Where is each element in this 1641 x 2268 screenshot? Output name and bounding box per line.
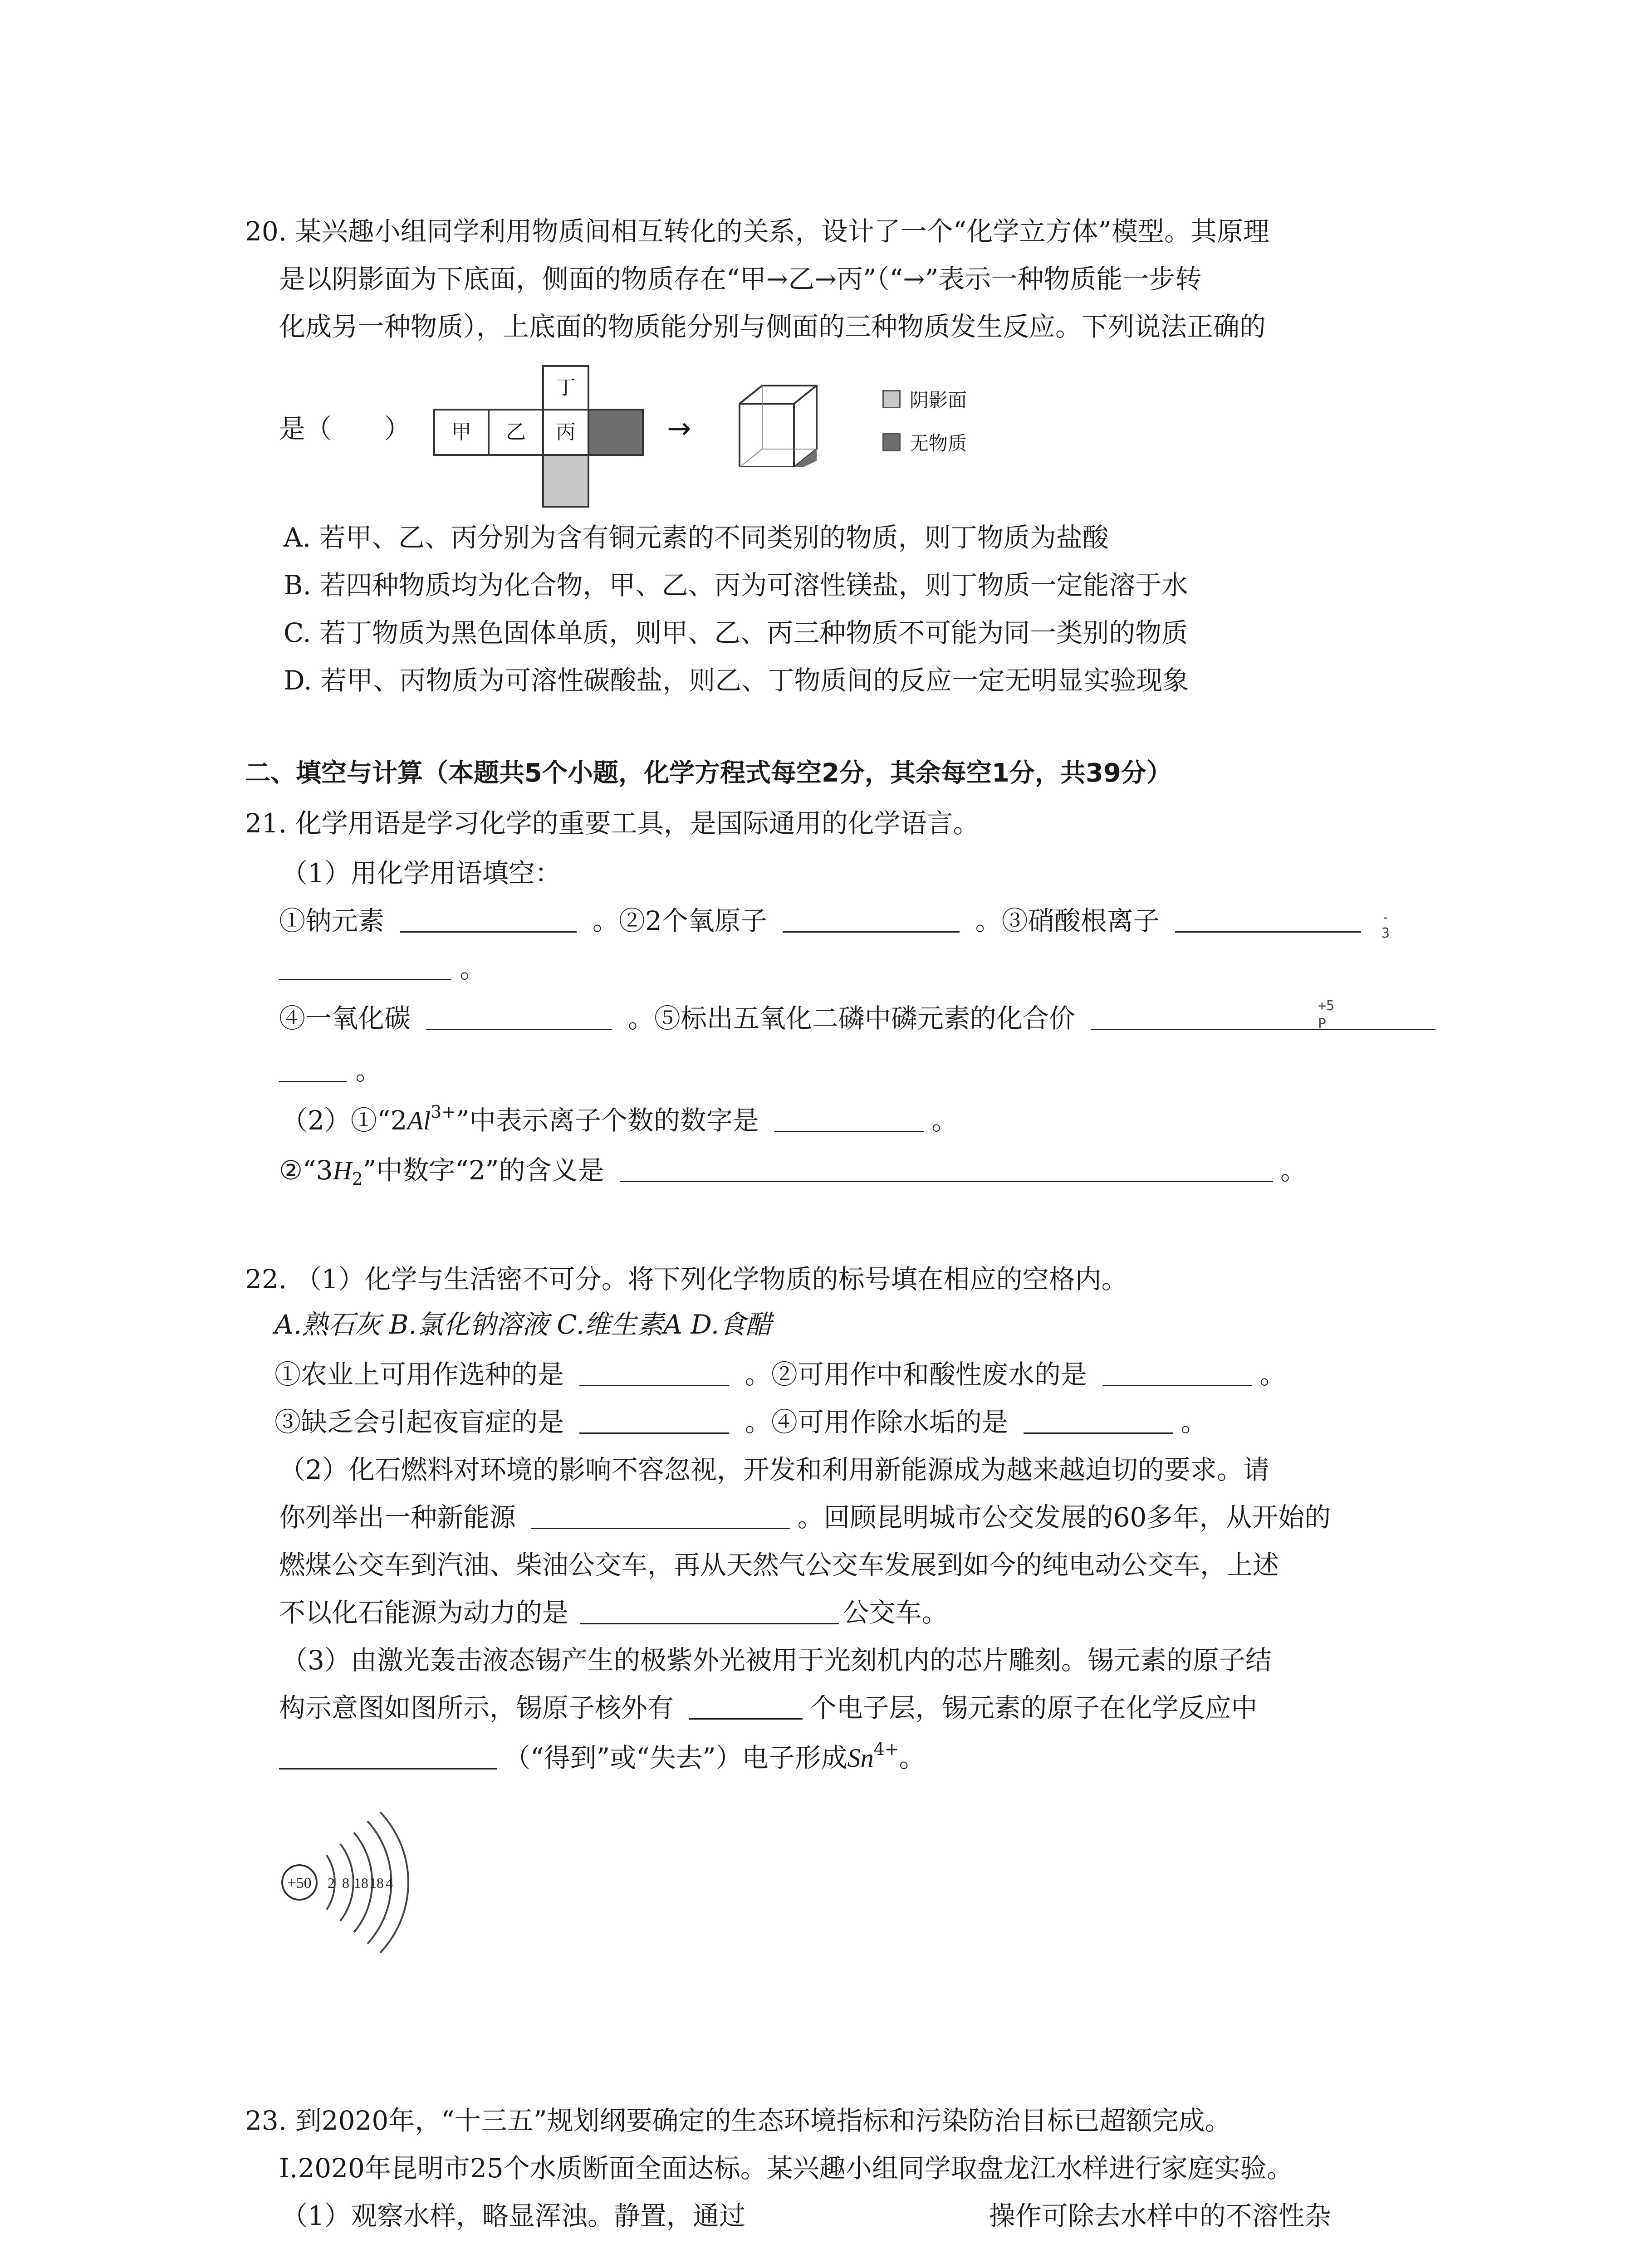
q21-blank-ion-count[interactable] <box>774 1105 924 1132</box>
tin-nucleus-label: +50 <box>287 1875 312 1892</box>
section-heading: 二、填空与计算（本题共5个小题，化学方程式每空2分，其余每空1分，共39分） <box>245 758 1172 788</box>
q22-choices: A.熟石灰 B.氯化钠溶液 C.维生素A D.食醋 <box>274 1309 772 1340</box>
q21-blank-nitrate-cont[interactable] <box>279 953 451 980</box>
q21-nitrate-label: 。③硝酸根离子 <box>975 905 1160 936</box>
q20-option-d: D. 若甲、丙物质为可溶性碳酸盐，则乙、丁物质间的反应一定无明显实验现象 <box>284 665 1189 696</box>
q22-non-fossil-label: 不以化石能源为动力的是 <box>279 1597 569 1628</box>
q23-filter-text: 操作可除去水样中的不溶性杂 <box>989 2200 1331 2231</box>
q21-blank-oxygen[interactable] <box>783 905 960 933</box>
q21-p3-prefix: ②“3 <box>279 1155 333 1186</box>
q20-option-b: B. 若四种物质均为化合物，甲、乙、丙为可溶性镁盐，则丁物质一定能溶于水 <box>284 570 1188 601</box>
q20-stem-end: 是（ ） <box>279 413 411 444</box>
q21-p2-text: ”中表示离子个数的数字是 <box>456 1105 759 1136</box>
legend-shadow-swatch <box>882 390 901 408</box>
q21-nitrate-minus-mark: - <box>1381 909 1390 925</box>
arrow-icon: → <box>667 412 691 445</box>
cube-cell-shadow <box>542 454 589 508</box>
legend-none-label: 无物质 <box>910 432 967 455</box>
q21-intro: 21. 化学用语是学习化学的重要工具，是国际通用的化学语言。 <box>245 808 980 839</box>
q22-blank-gain-lose[interactable] <box>279 1742 497 1769</box>
cube-cell-ding: 丁 <box>542 365 589 411</box>
q22-intro: 22. （1）化学与生活密不可分。将下列化学物质的标号填在相应的空格内。 <box>245 1264 1128 1295</box>
q22-shell-count-label: 构示意图如图所示，锡原子核外有 <box>279 1692 674 1723</box>
q21-blank-valence[interactable] <box>1091 1002 1435 1030</box>
q22-part3-line1: （3）由激光轰击液态锡产生的极紫外光被用于光刻机内的芯片雕刻。锡元素的原子结 <box>281 1645 1272 1676</box>
q22-neutralize-label: 。②可用作中和酸性废水的是 <box>745 1359 1087 1390</box>
q21-al-symbol: Al <box>407 1106 431 1135</box>
q22-row-2 <box>274 1404 1207 1440</box>
q20-line-1: 20. 某兴趣小组同学利用物质间相互转化的关系，设计了一个“化学立方体”模型。其原理 <box>245 216 1269 247</box>
q21-blank-meaning[interactable] <box>620 1154 1273 1182</box>
q22-blank-new-energy[interactable] <box>531 1501 790 1529</box>
q21-al-charge: 3+ <box>431 1102 456 1122</box>
q22-sn-symbol: Sn <box>847 1743 874 1773</box>
tin-shell-3: 18 <box>354 1875 368 1891</box>
q21-h-symbol: H <box>333 1156 352 1185</box>
q22-blank-non-fossil[interactable] <box>580 1597 839 1624</box>
q21-period-2: 。 <box>355 1055 382 1086</box>
q21-blank-co[interactable] <box>426 1002 612 1030</box>
q22-new-energy-label: 你列举出一种新能源 <box>279 1502 516 1533</box>
q21-blank-nitrate[interactable] <box>1175 905 1361 933</box>
q21-row-1-cont <box>279 950 486 987</box>
q22-part2-line2 <box>279 1499 1331 1535</box>
cube-cell-bing: 丙 <box>542 409 589 456</box>
q22-blank-neutralize[interactable] <box>1102 1359 1252 1386</box>
q22-gain-lose-text: （“得到”或“失去”）电子形成 <box>504 1742 847 1773</box>
tin-atom-structure-diagram <box>277 1810 422 1955</box>
q22-blank-scale[interactable] <box>1024 1406 1173 1434</box>
cube-cell-jia: 甲 <box>433 409 490 456</box>
q23-part1-line: Ⅰ.2020年昆明市25个水质断面全面达标。某兴趣小组同学取盘龙江水样进行家庭实验。 <box>279 2153 1293 2184</box>
q22-seed-label: ①农业上可用作选种的是 <box>274 1359 564 1390</box>
tin-shell-5: 4 <box>386 1875 393 1891</box>
cube-cell-yi: 乙 <box>488 409 544 456</box>
q22-bus-history: 。回顾昆明城市公交发展的60多年，从开始的 <box>797 1502 1331 1533</box>
q22-blank-shell-count[interactable] <box>689 1692 803 1720</box>
q23-observe-text: （1）观察水样，略显浑浊。静置，通过 <box>281 2200 745 2231</box>
q22-part3-line3 <box>279 1740 926 1776</box>
q21-row-1 <box>279 903 1361 939</box>
q21-period-4: 。 <box>1280 1155 1307 1186</box>
q21-valence-plus5-mark: +5 <box>1318 998 1335 1014</box>
q21-h-subscript: 2 <box>352 1169 363 1189</box>
q21-blank-valence-cont[interactable] <box>279 1055 347 1082</box>
q21-co-label: ④一氧化碳 <box>279 1003 411 1034</box>
q22-part2-line3: 燃煤公交车到汽油、柴油公交车，再从天然气公交车发展到如今的纯电动公交车，上述 <box>279 1549 1279 1580</box>
q22-part3-line2 <box>279 1690 1257 1726</box>
q21-part2-row <box>281 1102 958 1139</box>
q21-part1-label: （1）用化学用语填空： <box>281 858 561 889</box>
q22-part2-line1: （2）化石燃料对环境的影响不容忽视，开发和利用新能源成为越来越迫切的要求。请 <box>279 1454 1269 1485</box>
q22-part2-line4 <box>279 1594 948 1631</box>
q20-option-a: A. 若甲、乙、丙分别为含有铜元素的不同类别的物质，则丁物质为盐酸 <box>284 522 1109 553</box>
q21-nitrate-3-mark: 3 <box>1381 925 1390 941</box>
q21-row-2-cont <box>279 1052 382 1089</box>
q21-part3-row <box>279 1152 1307 1189</box>
q21-p3-text: ”中数字“2”的含义是 <box>362 1155 604 1186</box>
tin-shell-2: 8 <box>342 1875 349 1891</box>
q21-valence-p-mark: P <box>1318 1016 1327 1032</box>
tin-shell-4: 18 <box>369 1875 384 1891</box>
q21-sodium-label: ①钠元素 <box>279 905 385 936</box>
q22-night-blind-label: ③缺乏会引起夜盲症的是 <box>274 1407 564 1437</box>
legend-shadow-label: 阴影面 <box>910 389 967 411</box>
q22-period-2: 。 <box>1181 1407 1207 1437</box>
q22-row-1 <box>274 1356 1286 1393</box>
q21-row-2 <box>279 1000 1435 1036</box>
q22-blank-seed[interactable] <box>579 1359 729 1386</box>
q20-option-c: C. 若丁物质为黑色固体单质，则甲、乙、丙三种物质不可能为同一类别的物质 <box>284 617 1188 648</box>
q23-intro: 23. 到2020年，“十三五”规划纲要确定的生态环境指标和污染防治目标已超额完成。 <box>245 2105 1231 2136</box>
q23-part1-q1 <box>281 2198 1331 2234</box>
q21-period-3: 。 <box>931 1105 958 1136</box>
cube-3d-icon <box>735 381 821 467</box>
q22-bus-suffix: 公交车。 <box>843 1597 948 1628</box>
q22-blank-night-blind[interactable] <box>579 1406 729 1434</box>
tin-shell-1: 2 <box>328 1875 335 1891</box>
q21-oxygen-label: 。②2个氧原子 <box>592 905 767 936</box>
q21-period-1: 。 <box>460 953 486 984</box>
q22-sn-charge: 4+ <box>873 1739 899 1759</box>
legend-none-swatch <box>882 433 901 451</box>
q20-line-2: 是以阴影面为下底面，侧面的物质存在“甲→乙→丙”（“→”表示一种物质能一步转 <box>279 264 1202 294</box>
q21-blank-sodium[interactable] <box>400 905 577 933</box>
q21-valence-label: 。⑤标出五氧化二磷中磷元素的化合价 <box>627 1003 1075 1034</box>
q22-scale-label: 。④可用作除水垢的是 <box>745 1407 1008 1437</box>
cube-cell-no-substance <box>588 409 644 456</box>
q22-reaction-text: 个电子层，锡元素的原子在化学反应中 <box>810 1692 1258 1723</box>
q21-p2-prefix: （2）①“2 <box>281 1105 407 1136</box>
q22-period-1: 。 <box>1259 1359 1286 1390</box>
q22-period-3: 。 <box>899 1742 926 1773</box>
q20-line-3: 化成另一种物质），上底面的物质能分别与侧面的三种物质发生反应。下列说法正确的 <box>279 311 1266 342</box>
